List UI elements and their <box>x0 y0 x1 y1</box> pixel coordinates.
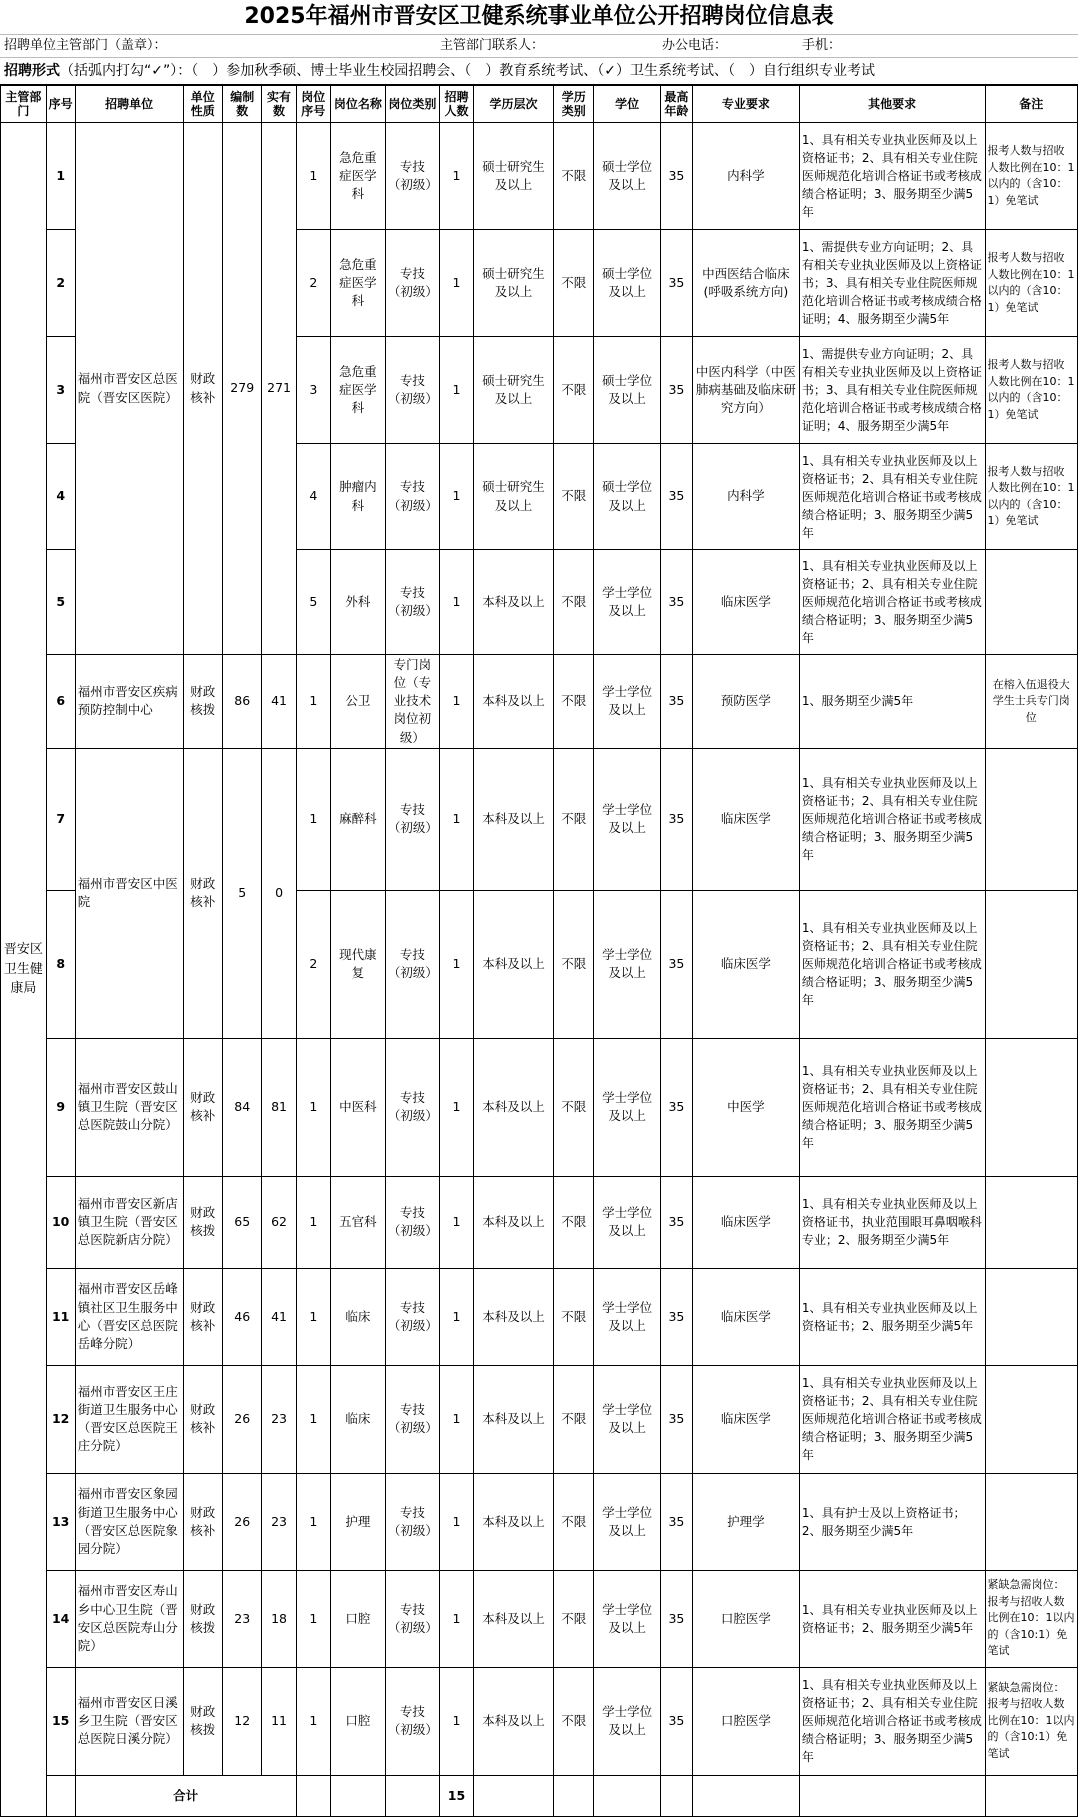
degree-cell: 学士学位及以上 <box>594 1038 660 1176</box>
total-count: 15 <box>439 1775 473 1816</box>
edu-cell: 本科及以上 <box>474 1365 554 1473</box>
unit-nature-cell: 财政核补 <box>183 1268 222 1365</box>
unit-nature-cell: 财政核补 <box>183 1365 222 1473</box>
seq-cell: 3 <box>46 337 75 444</box>
unit-name-cell: 福州市晋安区新店镇卫生院（晋安区总医院新店分院） <box>75 1176 183 1268</box>
seq-cell: 4 <box>46 444 75 550</box>
unit-quota-cell: 279 <box>223 123 262 655</box>
edu-type-cell: 不限 <box>553 444 593 550</box>
department-cell: 晋安区卫生健康局 <box>1 123 47 1817</box>
post-name-cell: 肿瘤内科 <box>330 444 385 550</box>
col-header: 实有数 <box>262 86 296 123</box>
edu-type-cell: 不限 <box>553 123 593 230</box>
remark-cell: 报考人数与招收人数比例在10：1以内的（含10：1）免笔试 <box>985 444 1077 550</box>
unit-nature-cell: 财政核拨 <box>183 655 222 749</box>
unit-quota-cell: 65 <box>223 1176 262 1268</box>
major-cell: 口腔医学 <box>692 1570 799 1667</box>
unit-nature-cell: 财政核拨 <box>183 1176 222 1268</box>
posts-table <box>0 85 1078 1817</box>
edu-type-cell: 不限 <box>553 1473 593 1570</box>
col-header: 岗位类别 <box>385 86 439 123</box>
edu-type-cell: 不限 <box>553 890 593 1038</box>
unit-quota-cell: 5 <box>223 748 262 1038</box>
edu-cell: 硕士研究生及以上 <box>474 444 554 550</box>
post-no-cell: 1 <box>296 1473 330 1570</box>
degree-cell: 学士学位及以上 <box>594 1667 660 1775</box>
edu-cell: 本科及以上 <box>474 1473 554 1570</box>
count-cell: 1 <box>439 337 473 444</box>
degree-cell: 学士学位及以上 <box>594 890 660 1038</box>
degree-cell: 学士学位及以上 <box>594 748 660 890</box>
degree-cell: 学士学位及以上 <box>594 655 660 749</box>
major-cell: 中西医结合临床(呼吸系统方向) <box>692 230 799 337</box>
edu-cell: 硕士研究生及以上 <box>474 123 554 230</box>
table-row <box>1 1176 1078 1268</box>
major-cell: 临床医学 <box>692 748 799 890</box>
phone-label: 办公电话： <box>662 38 728 53</box>
age-cell: 35 <box>660 655 692 749</box>
post-name-cell: 五官科 <box>330 1176 385 1268</box>
post-name-cell: 急危重症医学科 <box>330 123 385 230</box>
table-row <box>1 655 1078 749</box>
seq-cell: 15 <box>46 1667 75 1775</box>
post-category-cell: 专技（初级） <box>385 748 439 890</box>
other-req-cell: 1、具有相关专业执业医师及以上资格证书；2、具有相关专业住院医师规范化培训合格证书或考核成绩合格证明；3、服务期至少满5年 <box>799 890 985 1038</box>
other-req-cell: 1、具有护士及以上资格证书；2、服务期至少满5年 <box>799 1473 985 1570</box>
degree-cell: 硕士学位及以上 <box>594 337 660 444</box>
col-header: 招聘人数 <box>439 86 473 123</box>
empty-cell <box>330 1775 385 1816</box>
seq-cell: 5 <box>46 550 75 655</box>
post-name-cell: 口腔 <box>330 1667 385 1775</box>
age-cell: 35 <box>660 1038 692 1176</box>
col-header: 编制数 <box>223 86 262 123</box>
edu-type-cell: 不限 <box>553 748 593 890</box>
other-req-cell: 1、具有相关专业执业医师及以上资格证书；2、服务期至少满5年 <box>799 1570 985 1667</box>
contact-label: 主管部门联系人： <box>440 38 545 53</box>
empty-cell <box>594 1775 660 1816</box>
edu-cell: 本科及以上 <box>474 748 554 890</box>
unit-name-cell: 福州市晋安区中医院 <box>75 748 183 1038</box>
count-cell: 1 <box>439 123 473 230</box>
major-cell: 护理学 <box>692 1473 799 1570</box>
header-row <box>1 86 1078 123</box>
seq-cell: 7 <box>46 748 75 890</box>
unit-name-cell: 福州市晋安区日溪乡卫生院（晋安区总医院日溪分院） <box>75 1667 183 1775</box>
empty-cell <box>692 1775 799 1816</box>
post-name-cell: 急危重症医学科 <box>330 337 385 444</box>
other-req-cell: 1、具有相关专业执业医师及以上资格证书；2、具有相关专业住院医师规范化培训合格证书或考核成绩合格证明；3、服务期至少满5年 <box>799 748 985 890</box>
col-header: 学历类别 <box>553 86 593 123</box>
edu-cell: 本科及以上 <box>474 655 554 749</box>
other-req-cell: 1、具有相关专业执业医师及以上资格证书；2、具有相关专业住院医师规范化培训合格证书或考核成绩合格证明；3、服务期至少满5年 <box>799 444 985 550</box>
post-name-cell: 公卫 <box>330 655 385 749</box>
other-req-cell: 1、具有相关专业执业医师及以上资格证书，执业范围眼耳鼻咽喉科专业；2、服务期至少满5年 <box>799 1176 985 1268</box>
other-req-cell: 1、服务期至少满5年 <box>799 655 985 749</box>
count-cell: 1 <box>439 230 473 337</box>
recruit-form-label: 招聘形式 <box>4 63 60 79</box>
major-cell: 临床医学 <box>692 550 799 655</box>
major-cell: 中医学 <box>692 1038 799 1176</box>
count-cell: 1 <box>439 550 473 655</box>
post-name-cell: 中医科 <box>330 1038 385 1176</box>
col-header: 备注 <box>985 86 1077 123</box>
seq-cell: 6 <box>46 655 75 749</box>
edu-cell: 本科及以上 <box>474 1038 554 1176</box>
empty-cell <box>474 1775 554 1816</box>
post-category-cell: 专技（初级） <box>385 890 439 1038</box>
unit-nature-cell: 财政核补 <box>183 123 222 655</box>
post-no-cell: 2 <box>296 230 330 337</box>
post-name-cell: 麻醉科 <box>330 748 385 890</box>
edu-cell: 本科及以上 <box>474 1268 554 1365</box>
other-req-cell: 1、具有相关专业执业医师及以上资格证书；2、具有相关专业住院医师规范化培训合格证书或考核成绩合格证明；3、服务期至少满5年 <box>799 1365 985 1473</box>
col-header: 最高年龄 <box>660 86 692 123</box>
edu-cell: 本科及以上 <box>474 890 554 1038</box>
degree-cell: 学士学位及以上 <box>594 1268 660 1365</box>
empty-cell <box>296 1775 330 1816</box>
remark-cell <box>985 748 1077 890</box>
unit-quota-cell: 12 <box>223 1667 262 1775</box>
total-label: 合计 <box>75 1775 296 1816</box>
degree-cell: 学士学位及以上 <box>594 1570 660 1667</box>
major-cell: 预防医学 <box>692 655 799 749</box>
unit-name-cell: 福州市晋安区疾病预防控制中心 <box>75 655 183 749</box>
edu-type-cell: 不限 <box>553 1176 593 1268</box>
unit-actual-cell: 18 <box>262 1570 296 1667</box>
count-cell: 1 <box>439 1176 473 1268</box>
degree-cell: 硕士学位及以上 <box>594 123 660 230</box>
post-name-cell: 现代康复 <box>330 890 385 1038</box>
empty-cell <box>799 1775 985 1816</box>
age-cell: 35 <box>660 890 692 1038</box>
edu-type-cell: 不限 <box>553 1038 593 1176</box>
count-cell: 1 <box>439 1268 473 1365</box>
edu-cell: 本科及以上 <box>474 1667 554 1775</box>
seq-cell: 1 <box>46 123 75 230</box>
post-category-cell: 专技（初级） <box>385 1473 439 1570</box>
col-header: 单位性质 <box>183 86 222 123</box>
table-row <box>1 1268 1078 1365</box>
edu-type-cell: 不限 <box>553 655 593 749</box>
col-header: 专业要求 <box>692 86 799 123</box>
unit-actual-cell: 23 <box>262 1365 296 1473</box>
col-header: 主管部门 <box>1 86 47 123</box>
remark-cell <box>985 1365 1077 1473</box>
seq-cell: 11 <box>46 1268 75 1365</box>
post-category-cell: 专技（初级） <box>385 123 439 230</box>
post-category-cell: 专门岗位（专业技术岗位初级） <box>385 655 439 749</box>
post-name-cell: 急危重症医学科 <box>330 230 385 337</box>
degree-cell: 硕士学位及以上 <box>594 444 660 550</box>
post-name-cell: 外科 <box>330 550 385 655</box>
empty-cell <box>553 1775 593 1816</box>
post-no-cell: 5 <box>296 550 330 655</box>
post-category-cell: 专技（初级） <box>385 1667 439 1775</box>
table-row <box>1 1038 1078 1176</box>
age-cell: 35 <box>660 444 692 550</box>
edu-cell: 本科及以上 <box>474 1570 554 1667</box>
remark-cell <box>985 1473 1077 1570</box>
age-cell: 35 <box>660 1365 692 1473</box>
unit-name-cell: 福州市晋安区岳峰镇社区卫生服务中心（晋安区总医院岳峰分院） <box>75 1268 183 1365</box>
remark-cell: 紧缺急需岗位：报考与招收人数比例在10：1以内的（含10:1）免笔试 <box>985 1570 1077 1667</box>
remark-cell: 报考人数与招收人数比例在10：1以内的（含10：1）免笔试 <box>985 337 1077 444</box>
unit-label: 招聘单位主管部门（盖章）： <box>4 38 167 53</box>
unit-actual-cell: 62 <box>262 1176 296 1268</box>
count-cell: 1 <box>439 655 473 749</box>
unit-nature-cell: 财政核拨 <box>183 1667 222 1775</box>
remark-cell <box>985 550 1077 655</box>
unit-name-cell: 福州市晋安区象园街道卫生服务中心（晋安区总医院象园分院） <box>75 1473 183 1570</box>
col-header: 其他要求 <box>799 86 985 123</box>
age-cell: 35 <box>660 230 692 337</box>
edu-cell: 硕士研究生及以上 <box>474 337 554 444</box>
major-cell: 内科学 <box>692 444 799 550</box>
count-cell: 1 <box>439 890 473 1038</box>
empty-cell <box>385 1775 439 1816</box>
seq-cell: 9 <box>46 1038 75 1176</box>
table-row <box>1 1365 1078 1473</box>
degree-cell: 学士学位及以上 <box>594 1473 660 1570</box>
other-req-cell: 1、具有相关专业执业医师及以上资格证书；2、具有相关专业住院医师规范化培训合格证书或考核成绩合格证明；3、服务期至少满5年 <box>799 123 985 230</box>
edu-type-cell: 不限 <box>553 1570 593 1667</box>
post-no-cell: 1 <box>296 1365 330 1473</box>
unit-actual-cell: 41 <box>262 655 296 749</box>
unit-nature-cell: 财政核拨 <box>183 1570 222 1667</box>
edu-type-cell: 不限 <box>553 1365 593 1473</box>
table-row <box>1 748 1078 890</box>
info-row <box>0 35 1078 58</box>
mobile-label: 手机： <box>802 38 842 53</box>
post-category-cell: 专技（初级） <box>385 1268 439 1365</box>
col-header: 岗位名称 <box>330 86 385 123</box>
age-cell: 35 <box>660 1268 692 1365</box>
age-cell: 35 <box>660 337 692 444</box>
major-cell: 临床医学 <box>692 1268 799 1365</box>
table-row <box>1 123 1078 230</box>
post-name-cell: 口腔 <box>330 1570 385 1667</box>
col-header: 序号 <box>46 86 75 123</box>
major-cell: 口腔医学 <box>692 1667 799 1775</box>
seq-cell: 2 <box>46 230 75 337</box>
remark-cell <box>985 1176 1077 1268</box>
table-row <box>1 1667 1078 1775</box>
post-no-cell: 3 <box>296 337 330 444</box>
major-cell: 内科学 <box>692 123 799 230</box>
post-category-cell: 专技（初级） <box>385 1570 439 1667</box>
unit-actual-cell: 11 <box>262 1667 296 1775</box>
age-cell: 35 <box>660 123 692 230</box>
edu-cell: 硕士研究生及以上 <box>474 230 554 337</box>
age-cell: 35 <box>660 1473 692 1570</box>
recruit-form-text: （括弧内打勾“✓”）：（ ）参加秋季硕、博士毕业生校园招聘会、（ ）教育系统考试、（✓）卫生系统考试、（ ）自行组织专业考试 <box>60 63 875 79</box>
post-category-cell: 专技（初级） <box>385 1176 439 1268</box>
edu-type-cell: 不限 <box>553 337 593 444</box>
age-cell: 35 <box>660 1667 692 1775</box>
edu-cell: 本科及以上 <box>474 1176 554 1268</box>
col-header: 岗位序号 <box>296 86 330 123</box>
unit-name-cell: 福州市晋安区鼓山镇卫生院（晋安区总医院鼓山分院） <box>75 1038 183 1176</box>
post-no-cell: 1 <box>296 1176 330 1268</box>
unit-actual-cell: 41 <box>262 1268 296 1365</box>
unit-actual-cell: 271 <box>262 123 296 655</box>
edu-type-cell: 不限 <box>553 550 593 655</box>
unit-quota-cell: 23 <box>223 1570 262 1667</box>
page-title: 2025年福州市晋安区卫健系统事业单位公开招聘岗位信息表 <box>0 0 1078 35</box>
seq-cell: 12 <box>46 1365 75 1473</box>
count-cell: 1 <box>439 1667 473 1775</box>
unit-quota-cell: 46 <box>223 1268 262 1365</box>
remark-cell: 报考人数与招收人数比例在10：1以内的（含10：1）免笔试 <box>985 123 1077 230</box>
other-req-cell: 1、具有相关专业执业医师及以上资格证书；2、具有相关专业住院医师规范化培训合格证书或考核成绩合格证明；3、服务期至少满5年 <box>799 550 985 655</box>
post-no-cell: 1 <box>296 123 330 230</box>
post-category-cell: 专技（初级） <box>385 1365 439 1473</box>
major-cell: 临床医学 <box>692 1176 799 1268</box>
seq-cell: 8 <box>46 890 75 1038</box>
post-name-cell: 临床 <box>330 1365 385 1473</box>
seq-cell: 10 <box>46 1176 75 1268</box>
seq-cell: 13 <box>46 1473 75 1570</box>
post-category-cell: 专技（初级） <box>385 1038 439 1176</box>
major-cell: 临床医学 <box>692 890 799 1038</box>
empty-cell <box>46 1775 75 1816</box>
unit-quota-cell: 84 <box>223 1038 262 1176</box>
unit-name-cell: 福州市晋安区王庄街道卫生服务中心（晋安区总医院王庄分院） <box>75 1365 183 1473</box>
post-category-cell: 专技（初级） <box>385 337 439 444</box>
unit-nature-cell: 财政核补 <box>183 748 222 1038</box>
other-req-cell: 1、需提供专业方向证明；2、具有相关专业执业医师及以上资格证书；3、具有相关专业住院医师规范化培训合格证书或考核成绩合格证明；4、服务期至少满5年 <box>799 230 985 337</box>
age-cell: 35 <box>660 550 692 655</box>
other-req-cell: 1、需提供专业方向证明；2、具有相关专业执业医师及以上资格证书；3、具有相关专业住院医师规范化培训合格证书或考核成绩合格证明；4、服务期至少满5年 <box>799 337 985 444</box>
unit-actual-cell: 0 <box>262 748 296 1038</box>
table-row <box>1 1570 1078 1667</box>
post-category-cell: 专技（初级） <box>385 230 439 337</box>
count-cell: 1 <box>439 1570 473 1667</box>
unit-quota-cell: 26 <box>223 1473 262 1570</box>
post-no-cell: 1 <box>296 655 330 749</box>
post-no-cell: 1 <box>296 1268 330 1365</box>
other-req-cell: 1、具有相关专业执业医师及以上资格证书；2、具有相关专业住院医师规范化培训合格证书或考核成绩合格证明；3、服务期至少满5年 <box>799 1038 985 1176</box>
unit-nature-cell: 财政核补 <box>183 1473 222 1570</box>
unit-quota-cell: 26 <box>223 1365 262 1473</box>
post-no-cell: 1 <box>296 1038 330 1176</box>
col-header: 学历层次 <box>474 86 554 123</box>
other-req-cell: 1、具有相关专业执业医师及以上资格证书；2、服务期至少满5年 <box>799 1268 985 1365</box>
remark-cell: 在榕入伍退役大学生士兵专门岗位 <box>985 655 1077 749</box>
degree-cell: 学士学位及以上 <box>594 1176 660 1268</box>
age-cell: 35 <box>660 1570 692 1667</box>
col-header: 招聘单位 <box>75 86 183 123</box>
table-row <box>1 1473 1078 1570</box>
post-no-cell: 1 <box>296 1667 330 1775</box>
remark-cell: 紧缺急需岗位：报考与招收人数比例在10：1以内的（含10:1）免笔试 <box>985 1667 1077 1775</box>
remark-cell: 报考人数与招收人数比例在10：1以内的（含10：1）免笔试 <box>985 230 1077 337</box>
remark-cell <box>985 890 1077 1038</box>
degree-cell: 学士学位及以上 <box>594 1365 660 1473</box>
unit-quota-cell: 86 <box>223 655 262 749</box>
degree-cell: 学士学位及以上 <box>594 550 660 655</box>
count-cell: 1 <box>439 1038 473 1176</box>
unit-nature-cell: 财政核补 <box>183 1038 222 1176</box>
recruit-form-row <box>0 58 1078 85</box>
empty-cell <box>660 1775 692 1816</box>
seq-cell: 14 <box>46 1570 75 1667</box>
edu-type-cell: 不限 <box>553 230 593 337</box>
count-cell: 1 <box>439 444 473 550</box>
major-cell: 临床医学 <box>692 1365 799 1473</box>
unit-actual-cell: 81 <box>262 1038 296 1176</box>
edu-type-cell: 不限 <box>553 1268 593 1365</box>
count-cell: 1 <box>439 748 473 890</box>
age-cell: 35 <box>660 1176 692 1268</box>
post-name-cell: 临床 <box>330 1268 385 1365</box>
post-no-cell: 4 <box>296 444 330 550</box>
other-req-cell: 1、具有相关专业执业医师及以上资格证书；2、具有相关专业住院医师规范化培训合格证书或考核成绩合格证明；3、服务期至少满5年 <box>799 1667 985 1775</box>
degree-cell: 硕士学位及以上 <box>594 230 660 337</box>
post-category-cell: 专技（初级） <box>385 550 439 655</box>
count-cell: 1 <box>439 1365 473 1473</box>
unit-actual-cell: 23 <box>262 1473 296 1570</box>
remark-cell <box>985 1268 1077 1365</box>
empty-cell <box>985 1775 1077 1816</box>
age-cell: 35 <box>660 748 692 890</box>
edu-type-cell: 不限 <box>553 1667 593 1775</box>
post-name-cell: 护理 <box>330 1473 385 1570</box>
post-no-cell: 1 <box>296 748 330 890</box>
count-cell: 1 <box>439 1473 473 1570</box>
remark-cell <box>985 1038 1077 1176</box>
major-cell: 中医内科学（中医肺病基础及临床研究方向） <box>692 337 799 444</box>
col-header: 学位 <box>594 86 660 123</box>
unit-name-cell: 福州市晋安区总医院（晋安区医院） <box>75 123 183 655</box>
post-no-cell: 2 <box>296 890 330 1038</box>
post-no-cell: 1 <box>296 1570 330 1667</box>
unit-name-cell: 福州市晋安区寿山乡中心卫生院（晋安区总医院寿山分院） <box>75 1570 183 1667</box>
edu-cell: 本科及以上 <box>474 550 554 655</box>
post-category-cell: 专技（初级） <box>385 444 439 550</box>
total-row <box>1 1775 1078 1816</box>
